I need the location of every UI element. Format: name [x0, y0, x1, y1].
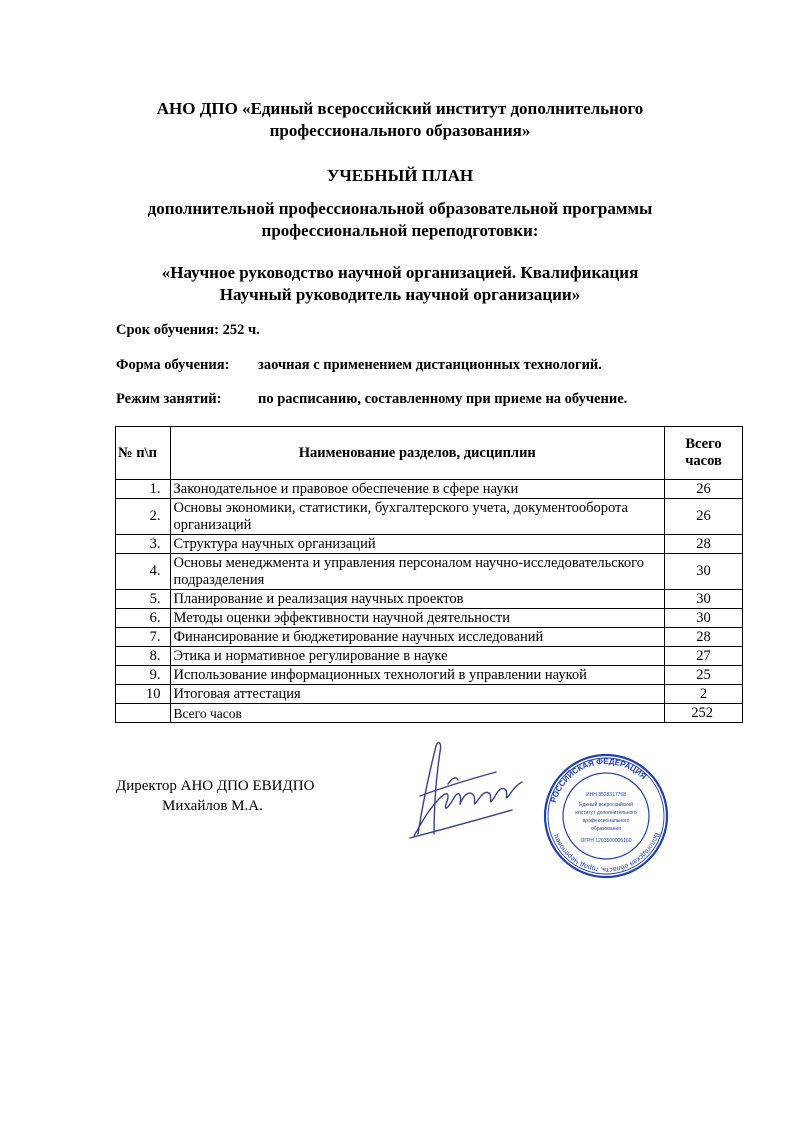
- row-hours: 26: [665, 499, 743, 535]
- row-hours: 28: [665, 535, 743, 554]
- study-form-value: заочная с применением дистанционных технологий.: [258, 357, 602, 373]
- table-row: [116, 666, 743, 685]
- total-empty-cell: [116, 704, 171, 723]
- row-discipline: Законодательное и правовое обеспечение в сфере науки: [170, 480, 665, 499]
- seal-inner-line: профессионального: [582, 818, 630, 824]
- seal-outer-text: РОССИЙСКАЯ ФЕДЕРАЦИЯ: [548, 756, 649, 804]
- program-type: дополнительной профессиональной образовательной программы профессиональной переподготовки:: [147, 199, 653, 240]
- table-row: [116, 609, 743, 628]
- study-mode-label: Режим занятий:: [116, 391, 222, 407]
- row-hours: 28: [665, 628, 743, 647]
- row-discipline: Основы менеджмента и управления персоналом научно-исследовательского подразделения: [170, 554, 665, 590]
- document-title: УЧЕБНЫЙ ПЛАН: [326, 166, 474, 185]
- table-row: [116, 554, 743, 590]
- row-discipline: Планирование и реализация научных проектов: [170, 590, 665, 609]
- row-number: 2.: [116, 499, 171, 535]
- row-hours: 30: [665, 609, 743, 628]
- table-row: [116, 628, 743, 647]
- table-header-row: [116, 427, 743, 480]
- row-number: 6.: [116, 609, 171, 628]
- curriculum-table: [115, 426, 743, 723]
- table-row: [116, 647, 743, 666]
- row-discipline: Структура научных организаций: [170, 535, 665, 554]
- director-name: Михайлов М.А.: [162, 798, 263, 814]
- row-discipline: Финансирование и бюджетирование научных исследований: [170, 628, 665, 647]
- table-row: [116, 685, 743, 704]
- row-hours: 30: [665, 554, 743, 590]
- official-seal: [542, 752, 670, 880]
- program-name: «Научное руководство научной организацией. Квалификация Научный руководитель научной организации»: [161, 263, 639, 304]
- table-row: [116, 590, 743, 609]
- director-position: Директор АНО ДПО ЕВИДПО: [116, 778, 315, 794]
- total-hours: 252: [665, 704, 743, 723]
- row-number: 4.: [116, 554, 171, 590]
- row-number: 7.: [116, 628, 171, 647]
- seal-inner-line: образования: [591, 826, 621, 832]
- row-hours: 2: [665, 685, 743, 704]
- row-hours: 27: [665, 647, 743, 666]
- table-row: [116, 499, 743, 535]
- seal-inner-line: ОГРН 1203500005160: [580, 838, 632, 844]
- handwritten-signature: [400, 738, 530, 848]
- row-number: 1.: [116, 480, 171, 499]
- row-discipline: Использование информационных технологий в управлении наукой: [170, 666, 665, 685]
- study-duration: Срок обучения: 252 ч.: [116, 322, 260, 338]
- col-header-hours: Всего часов: [665, 427, 743, 480]
- row-discipline: Методы оценки эффективности научной деятельности: [170, 609, 665, 628]
- seal-inner-line: ИНН 3528317768: [585, 792, 627, 798]
- table-total-row: [116, 704, 743, 723]
- seal-inner-line: Единый всероссийский: [579, 802, 633, 808]
- row-number: 9.: [116, 666, 171, 685]
- seal-inner-line: институт дополнительного: [575, 810, 637, 816]
- row-discipline: Итоговая аттестация: [170, 685, 665, 704]
- col-header-number: № п\п: [116, 427, 171, 480]
- row-number: 8.: [116, 647, 171, 666]
- study-form-label: Форма обучения:: [116, 357, 230, 373]
- organization-name: АНО ДПО «Единый всероссийский институт дополнительного профессионального образования»: [156, 99, 644, 140]
- row-discipline: Этика и нормативное регулирование в науке: [170, 647, 665, 666]
- seal-bottom-text: Вологодская область, город Череповец: [552, 831, 661, 874]
- total-label: Всего часов: [170, 704, 665, 723]
- row-number: 5.: [116, 590, 171, 609]
- table-row: [116, 535, 743, 554]
- row-hours: 25: [665, 666, 743, 685]
- study-mode: [116, 390, 628, 408]
- row-discipline: Основы экономики, статистики, бухгалтерского учета, документооборота организаций: [170, 499, 665, 535]
- row-number: 10: [116, 685, 171, 704]
- study-form: [116, 356, 602, 374]
- table-row: [116, 480, 743, 499]
- col-header-name: Наименование разделов, дисциплин: [170, 427, 665, 480]
- row-hours: 30: [665, 590, 743, 609]
- study-mode-value: по расписанию, составленному при приеме на обучение.: [258, 391, 628, 407]
- row-number: 3.: [116, 535, 171, 554]
- row-hours: 26: [665, 480, 743, 499]
